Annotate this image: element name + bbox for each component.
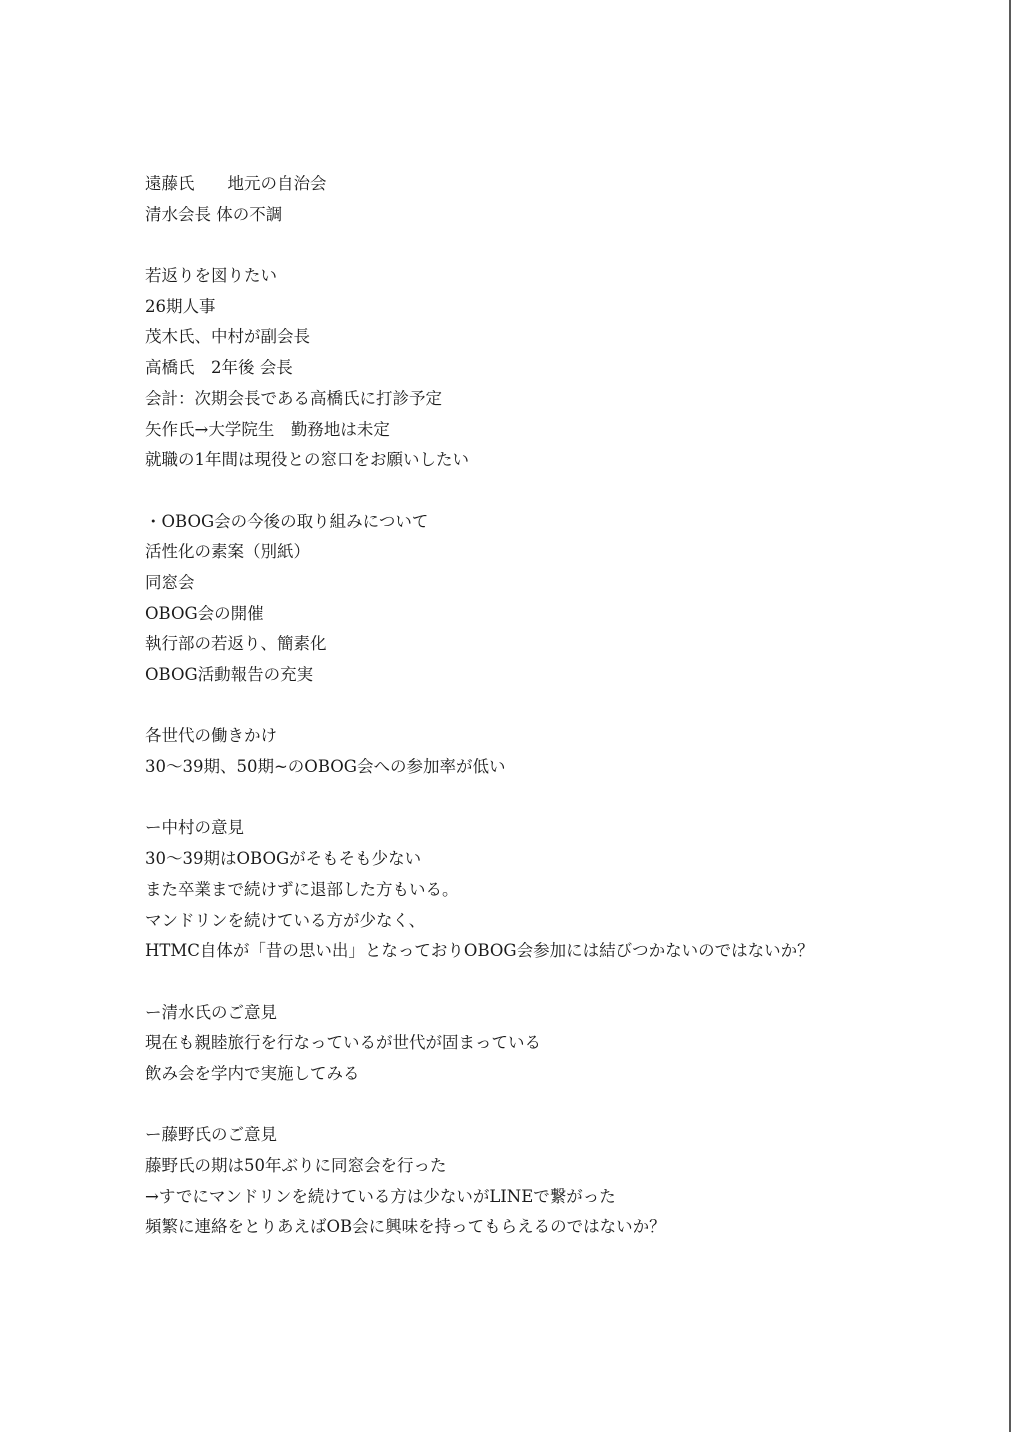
text-line: 同窓会 [145,572,195,592]
meeting-notes [145,169,985,1243]
text-line: 各世代の働きかけ [145,726,277,746]
text-line: OBOG会の開催 [145,603,264,623]
text-line: 30〜39期はOBOGがそもそも少ない [145,849,422,869]
page-edge-divider [1009,0,1011,1432]
blank-line [145,967,985,998]
text-line: 茂木氏、中村が副会長 [145,327,310,347]
text-line: また卒業まで続けずに退部した方もいる。 [145,879,459,899]
text-line: 飲み会を学内で実施してみる [145,1063,360,1083]
text-line: OBOG活動報告の充実 [145,665,314,684]
text-line: 頻繁に連絡をとりあえばOB会に興味を持ってもらえるのではないか？ [145,1217,666,1237]
section-heading: ・OBOG会の今後の取り組みについて [145,511,429,531]
text-line: 藤野氏の期は50年ぶりに同窓会を行った [145,1156,447,1175]
opinion-heading: ー中村の意見 [145,818,244,838]
opinion-heading: ー藤野氏のご意見 [145,1125,277,1145]
blank-line [145,476,985,507]
text-line: 遠藤氏 地元の自治会 [145,174,327,193]
text-line: 活性化の素案（別紙） [145,542,310,562]
text-line: 就職の1年間は現役との窓口をお願いしたい [145,450,469,470]
text-line: 矢作氏→大学院生 勤務地は未定 [145,419,390,439]
blank-line [145,1090,985,1121]
text-line: 執行部の若返り、簡素化 [145,634,327,654]
text-line: 現在も親睦旅行を行なっているが世代が固まっている [145,1033,541,1053]
text-line: 26期人事 [145,296,216,316]
blank-line [145,691,985,722]
text-line: 若返りを図りたい [145,266,277,286]
opinion-heading: ー清水氏のご意見 [145,1002,277,1022]
text-line: →すでにマンドリンを続けている方は少ないがLINEで繋がった [145,1186,616,1206]
text-line: 清水会長 体の不調 [145,204,283,224]
text-line: マンドリンを続けている方が少なく、 [145,910,426,930]
text-line: 会計：次期会長である高橋氏に打診予定 [145,388,442,408]
text-line: 高橋氏 2年後 会長 [145,358,293,378]
text-line: 30〜39期、50期~のOBOG会への参加率が低い [145,757,506,777]
blank-line [145,783,985,814]
blank-line [145,230,985,261]
text-line: HTMC自体が「昔の思い出」となっておりOBOG会参加には結びつかないのではないか？ [145,941,814,961]
